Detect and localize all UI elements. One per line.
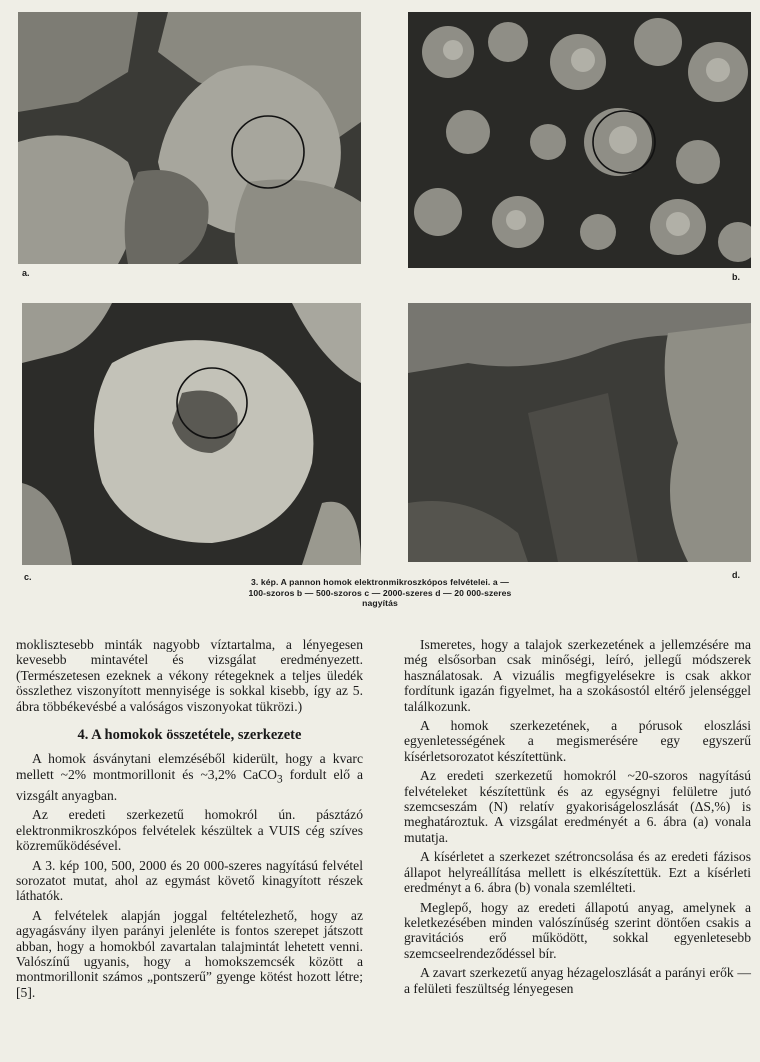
figure-label-c: c. — [24, 572, 32, 582]
paragraph: A felvételek alapján joggal feltételezhető, hogy az agyagásvány ilyen parányi jelenléte is fontos szerepet játszott abban, hogy a homokból zavartalan talajmintát lehetett venni. Valószínű ugyanis, hogy a homokszemcsék között a montmorillonit számos „pontszerű” gyenge kötést hozott létre; [5]. — [16, 907, 363, 1000]
figure-label-a: a. — [22, 268, 30, 278]
subscript: 3 — [277, 773, 283, 786]
caption-line: 100-szoros b — 500-szoros c — 2000-szeres d — 20 000-szeres — [248, 587, 512, 598]
left-column — [16, 637, 363, 1000]
figure-label-b: b. — [732, 272, 740, 282]
micrograph-d — [408, 303, 751, 562]
text-run: fordult elő a vizsgált anyagban. — [16, 766, 363, 803]
paragraph: A homok szerkezetének, a pórusok eloszlási egyenletességének a megismerésére egy egyszerű kísérletsorozatot készítettünk. — [404, 718, 751, 764]
paragraph: A zavart szerkezetű anyag hézageloszlását a parányi erők — a felületi feszültség lényegesen — [404, 965, 751, 996]
text-run: A homok ásványtani elemzéséből kiderült, hogy a kvarc mellett ~2% montmorillonit és ~3,2% CaCO — [16, 751, 363, 782]
caption-line: nagyítás — [362, 598, 398, 608]
paragraph: Az eredeti szerkezetű homokról ún. pásztázó elektronmikroszkópos felvételek készültek a VUIS cég szíves közreműködésével. — [16, 807, 363, 854]
figure-label-d: d. — [732, 570, 740, 580]
paragraph: A 3. kép 100, 500, 2000 és 20 000-szeres nagyítású felvétel sorozatot mutat, ahol az egymást követő kinagyított részek láthatók. — [16, 857, 363, 904]
micrograph-b — [408, 12, 751, 268]
right-column — [404, 637, 751, 996]
micrograph-c — [22, 303, 361, 565]
paragraph — [16, 751, 363, 803]
paragraph: A kísérletet a szerkezet szétroncsolása és az eredeti fázisos állapot helyreállítása mellett is elkészítettük. Ezt a kísérleti eredményt a 6. ábra (b) vonala szemlélteti. — [404, 849, 751, 896]
caption-line: 3. kép. A pannon homok elektronmikroszkópos felvételei. a — — [251, 577, 509, 587]
micrograph-a — [18, 12, 361, 264]
paragraph: Az eredeti szerkezetű homokról ~20-szoros nagyítású felvételeket készítettünk és az egységnyi felületre jutó szemcseszám (N) relatív gyakoriságeloszlását (ΔS,%) is meghatároztuk. A vizsgálat eredményét a 6. ábra (a) vonala mutatja. — [404, 768, 751, 845]
figure-caption — [220, 577, 540, 609]
paragraph: Ismeretes, hogy a talajok szerkezetének a jellemzésére ma még elsősorban csak minőségi, leíró, jellegű módszerek használatosak. A vizuális megfigyelésekre is csak akkor fordítunk igazán figyelmet, ha a szokásostól eltérő jelenséggel találkozunk. — [404, 637, 751, 714]
paragraph: Meglepő, hogy az eredeti állapotú anyag, amelynek a keletkezésében minden valószínűség szerint döntően csakis a gravitációs erő működött, sokkal egyenletesebb szemcseelrendeződéssel bír. — [404, 899, 751, 961]
paragraph: moklisztesebb minták nagyobb víztartalma, a lényegesen kevesebb mintavétel és vizsgálat eredményezett. (Természetesen ezeknek a vékony rétegeknek a teljes üledék összlethez viszonyított mennyisége is sokkal kisebb, így az 5. ábra többékevésbé a valóságos viszonyokat tükrözi.) — [16, 637, 363, 714]
section-heading: 4. A homokok összetétele, szerkezete — [77, 727, 302, 744]
